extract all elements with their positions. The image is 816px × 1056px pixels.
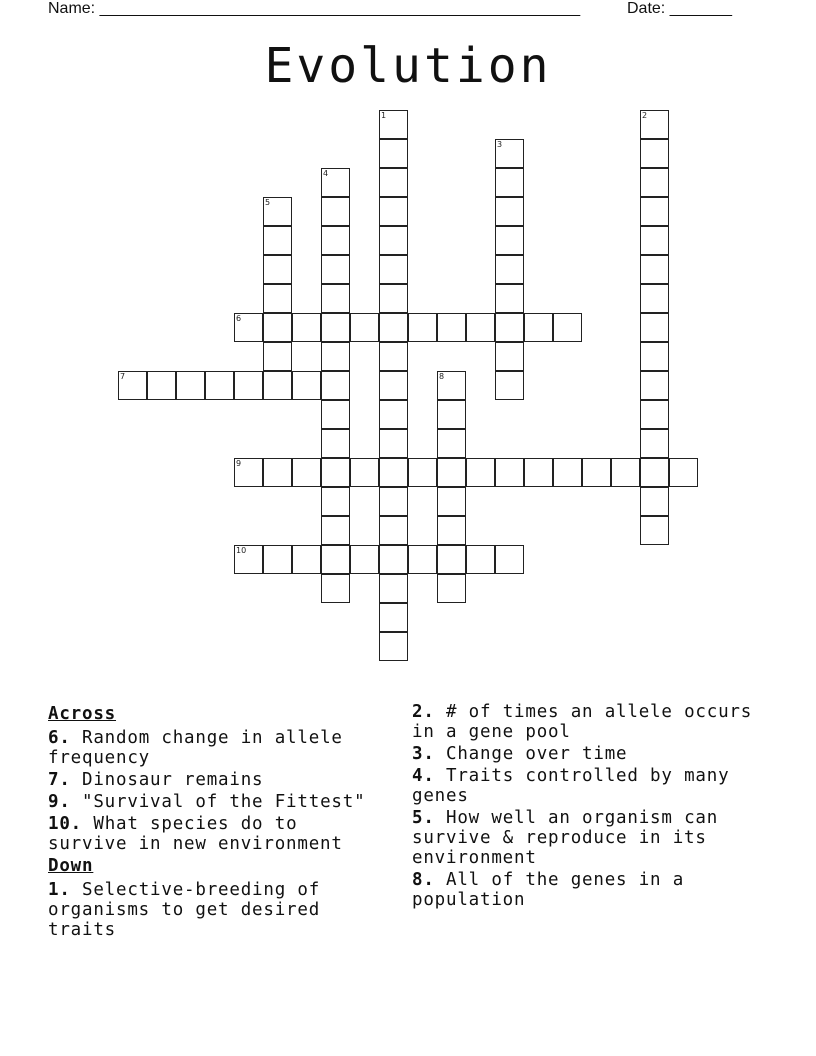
clue-number-label: 9 bbox=[236, 459, 242, 468]
clue-down-4 bbox=[412, 766, 772, 806]
grid-cell[interactable] bbox=[437, 429, 466, 458]
clue-number: 4. bbox=[412, 766, 435, 786]
grid-cell[interactable] bbox=[321, 342, 350, 371]
grid-cell[interactable] bbox=[640, 487, 669, 516]
grid-cell[interactable] bbox=[321, 197, 350, 226]
clue-across-10 bbox=[48, 814, 388, 854]
grid-cell[interactable] bbox=[234, 458, 263, 487]
grid-cell[interactable] bbox=[669, 458, 698, 487]
grid-cell[interactable] bbox=[640, 226, 669, 255]
grid-cell[interactable] bbox=[495, 284, 524, 313]
grid-cell[interactable] bbox=[466, 545, 495, 574]
grid-cell[interactable] bbox=[321, 284, 350, 313]
grid-cell[interactable] bbox=[321, 168, 350, 197]
grid-cell[interactable] bbox=[640, 429, 669, 458]
clue-across-9 bbox=[48, 792, 388, 812]
grid-cell[interactable] bbox=[350, 313, 379, 342]
grid-cell[interactable] bbox=[495, 371, 524, 400]
grid-cell[interactable] bbox=[379, 255, 408, 284]
clue-number: 8. bbox=[412, 870, 435, 890]
grid-cell[interactable] bbox=[640, 284, 669, 313]
grid-cell[interactable] bbox=[466, 313, 495, 342]
grid-cell[interactable] bbox=[379, 342, 408, 371]
grid-cell[interactable] bbox=[640, 400, 669, 429]
grid-cell[interactable] bbox=[379, 429, 408, 458]
grid-cell[interactable] bbox=[495, 226, 524, 255]
grid-cell[interactable] bbox=[379, 545, 408, 574]
grid-cell[interactable] bbox=[263, 342, 292, 371]
grid-cell[interactable] bbox=[263, 197, 292, 226]
grid-cell[interactable] bbox=[524, 458, 553, 487]
grid-cell[interactable] bbox=[437, 313, 466, 342]
clue-text: How well an organism can survive & reproduce in its environment bbox=[412, 808, 719, 868]
grid-cell[interactable] bbox=[234, 313, 263, 342]
grid-cell[interactable] bbox=[234, 371, 263, 400]
clue-text: # of times an allele occurs in a gene pool bbox=[412, 702, 753, 742]
clue-text: "Survival of the Fittest" bbox=[82, 792, 366, 812]
grid-cell[interactable] bbox=[379, 313, 408, 342]
clue-down-3 bbox=[412, 744, 772, 764]
down-heading: Down bbox=[48, 856, 94, 876]
grid-cell[interactable] bbox=[292, 545, 321, 574]
grid-cell[interactable] bbox=[263, 226, 292, 255]
grid-cell[interactable] bbox=[292, 371, 321, 400]
grid-cell[interactable] bbox=[437, 574, 466, 603]
clue-number: 7. bbox=[48, 770, 71, 790]
grid-cell[interactable] bbox=[379, 400, 408, 429]
clue-number: 5. bbox=[412, 808, 435, 828]
grid-cell[interactable] bbox=[263, 545, 292, 574]
grid-cell[interactable] bbox=[263, 313, 292, 342]
grid-cell[interactable] bbox=[437, 458, 466, 487]
grid-cell[interactable] bbox=[379, 139, 408, 168]
grid-cell[interactable] bbox=[321, 429, 350, 458]
grid-cell[interactable] bbox=[379, 458, 408, 487]
across-heading: Across bbox=[48, 704, 117, 724]
grid-cell[interactable] bbox=[437, 487, 466, 516]
grid-cell[interactable] bbox=[640, 168, 669, 197]
grid-cell[interactable] bbox=[321, 458, 350, 487]
clue-number-label: 4 bbox=[323, 169, 329, 178]
clue-text: Selective-breeding of organisms to get desired traits bbox=[48, 880, 321, 940]
clue-number-label: 8 bbox=[439, 372, 445, 381]
grid-cell[interactable] bbox=[379, 603, 408, 632]
grid-cell[interactable] bbox=[640, 255, 669, 284]
clue-across-6 bbox=[48, 728, 388, 768]
clues-left-column bbox=[48, 702, 388, 942]
grid-cell[interactable] bbox=[495, 139, 524, 168]
grid-cell[interactable] bbox=[321, 226, 350, 255]
clue-text: Traits controlled by many genes bbox=[412, 766, 730, 806]
grid-cell[interactable] bbox=[321, 255, 350, 284]
grid-cell[interactable] bbox=[437, 516, 466, 545]
clue-text: All of the genes in a population bbox=[412, 870, 685, 910]
grid-cell[interactable] bbox=[176, 371, 205, 400]
grid-cell[interactable] bbox=[495, 342, 524, 371]
puzzle-title: Evolution bbox=[264, 38, 552, 94]
clue-text: Dinosaur remains bbox=[82, 770, 264, 790]
grid-cell[interactable] bbox=[437, 545, 466, 574]
grid-cell[interactable] bbox=[321, 545, 350, 574]
grid-cell[interactable] bbox=[640, 458, 669, 487]
clue-number: 1. bbox=[48, 880, 71, 900]
grid-cell[interactable] bbox=[553, 458, 582, 487]
grid-cell[interactable] bbox=[582, 458, 611, 487]
grid-cell[interactable] bbox=[495, 458, 524, 487]
grid-cell[interactable] bbox=[321, 371, 350, 400]
grid-cell[interactable] bbox=[379, 516, 408, 545]
clue-number-label: 10 bbox=[236, 546, 247, 555]
grid-cell[interactable] bbox=[379, 197, 408, 226]
clue-number: 3. bbox=[412, 744, 435, 764]
clue-down-8 bbox=[412, 870, 772, 910]
grid-cell[interactable] bbox=[321, 313, 350, 342]
grid-cell[interactable] bbox=[640, 516, 669, 545]
grid-cell[interactable] bbox=[379, 487, 408, 516]
grid-cell[interactable] bbox=[524, 313, 553, 342]
grid-cell[interactable] bbox=[147, 371, 176, 400]
grid-cell[interactable] bbox=[350, 545, 379, 574]
clue-number: 10. bbox=[48, 814, 83, 834]
grid-cell[interactable] bbox=[611, 458, 640, 487]
grid-cell[interactable] bbox=[292, 313, 321, 342]
grid-cell[interactable] bbox=[640, 313, 669, 342]
grid-cell[interactable] bbox=[263, 458, 292, 487]
grid-cell[interactable] bbox=[495, 313, 524, 342]
grid-cell[interactable] bbox=[495, 168, 524, 197]
grid-cell[interactable] bbox=[466, 458, 495, 487]
grid-cell[interactable] bbox=[495, 255, 524, 284]
clue-across-7 bbox=[48, 770, 388, 790]
clue-down-1 bbox=[48, 880, 388, 940]
grid-cell[interactable] bbox=[495, 545, 524, 574]
clue-number: 9. bbox=[48, 792, 71, 812]
grid-cell[interactable] bbox=[379, 168, 408, 197]
grid-cell[interactable] bbox=[437, 371, 466, 400]
grid-cell[interactable] bbox=[379, 632, 408, 661]
name-field[interactable]: Name: ______________________________________________________ bbox=[48, 0, 581, 17]
grid-cell[interactable] bbox=[437, 400, 466, 429]
grid-cell[interactable] bbox=[379, 574, 408, 603]
clue-number-label: 3 bbox=[497, 140, 503, 149]
grid-cell[interactable] bbox=[640, 110, 669, 139]
grid-cell[interactable] bbox=[263, 371, 292, 400]
clue-down-2 bbox=[412, 702, 772, 742]
grid-cell[interactable] bbox=[321, 574, 350, 603]
grid-cell[interactable] bbox=[350, 458, 379, 487]
clue-text: Random change in allele frequency bbox=[48, 728, 343, 768]
grid-cell[interactable] bbox=[321, 516, 350, 545]
grid-cell[interactable] bbox=[321, 400, 350, 429]
clue-text: What species do to survive in new environment bbox=[48, 814, 343, 854]
clue-text: Change over time bbox=[446, 744, 628, 764]
grid-cell[interactable] bbox=[379, 284, 408, 313]
grid-cell[interactable] bbox=[321, 487, 350, 516]
grid-cell[interactable] bbox=[640, 342, 669, 371]
clue-number: 6. bbox=[48, 728, 71, 748]
grid-cell[interactable] bbox=[495, 197, 524, 226]
clue-number-label: 6 bbox=[236, 314, 242, 323]
grid-cell[interactable] bbox=[408, 458, 437, 487]
grid-cell[interactable] bbox=[292, 458, 321, 487]
clue-number-label: 2 bbox=[642, 111, 648, 120]
clue-down-5 bbox=[412, 808, 772, 868]
grid-cell[interactable] bbox=[379, 110, 408, 139]
grid-cell[interactable] bbox=[640, 139, 669, 168]
clue-number-label: 5 bbox=[265, 198, 271, 207]
date-field[interactable]: Date: _______ bbox=[627, 0, 732, 17]
grid-cell[interactable] bbox=[263, 255, 292, 284]
clue-number-label: 1 bbox=[381, 111, 387, 120]
grid-cell[interactable] bbox=[234, 545, 263, 574]
grid-cell[interactable] bbox=[408, 545, 437, 574]
grid-cell[interactable] bbox=[263, 284, 292, 313]
grid-cell[interactable] bbox=[408, 313, 437, 342]
grid-cell[interactable] bbox=[205, 371, 234, 400]
clue-number: 2. bbox=[412, 702, 435, 722]
grid-cell[interactable] bbox=[553, 313, 582, 342]
clues-right-column bbox=[412, 702, 772, 912]
grid-cell[interactable] bbox=[379, 226, 408, 255]
grid-cell[interactable] bbox=[118, 371, 147, 400]
grid-cell[interactable] bbox=[640, 197, 669, 226]
grid-cell[interactable] bbox=[640, 371, 669, 400]
grid-cell[interactable] bbox=[379, 371, 408, 400]
clue-number-label: 7 bbox=[120, 372, 126, 381]
